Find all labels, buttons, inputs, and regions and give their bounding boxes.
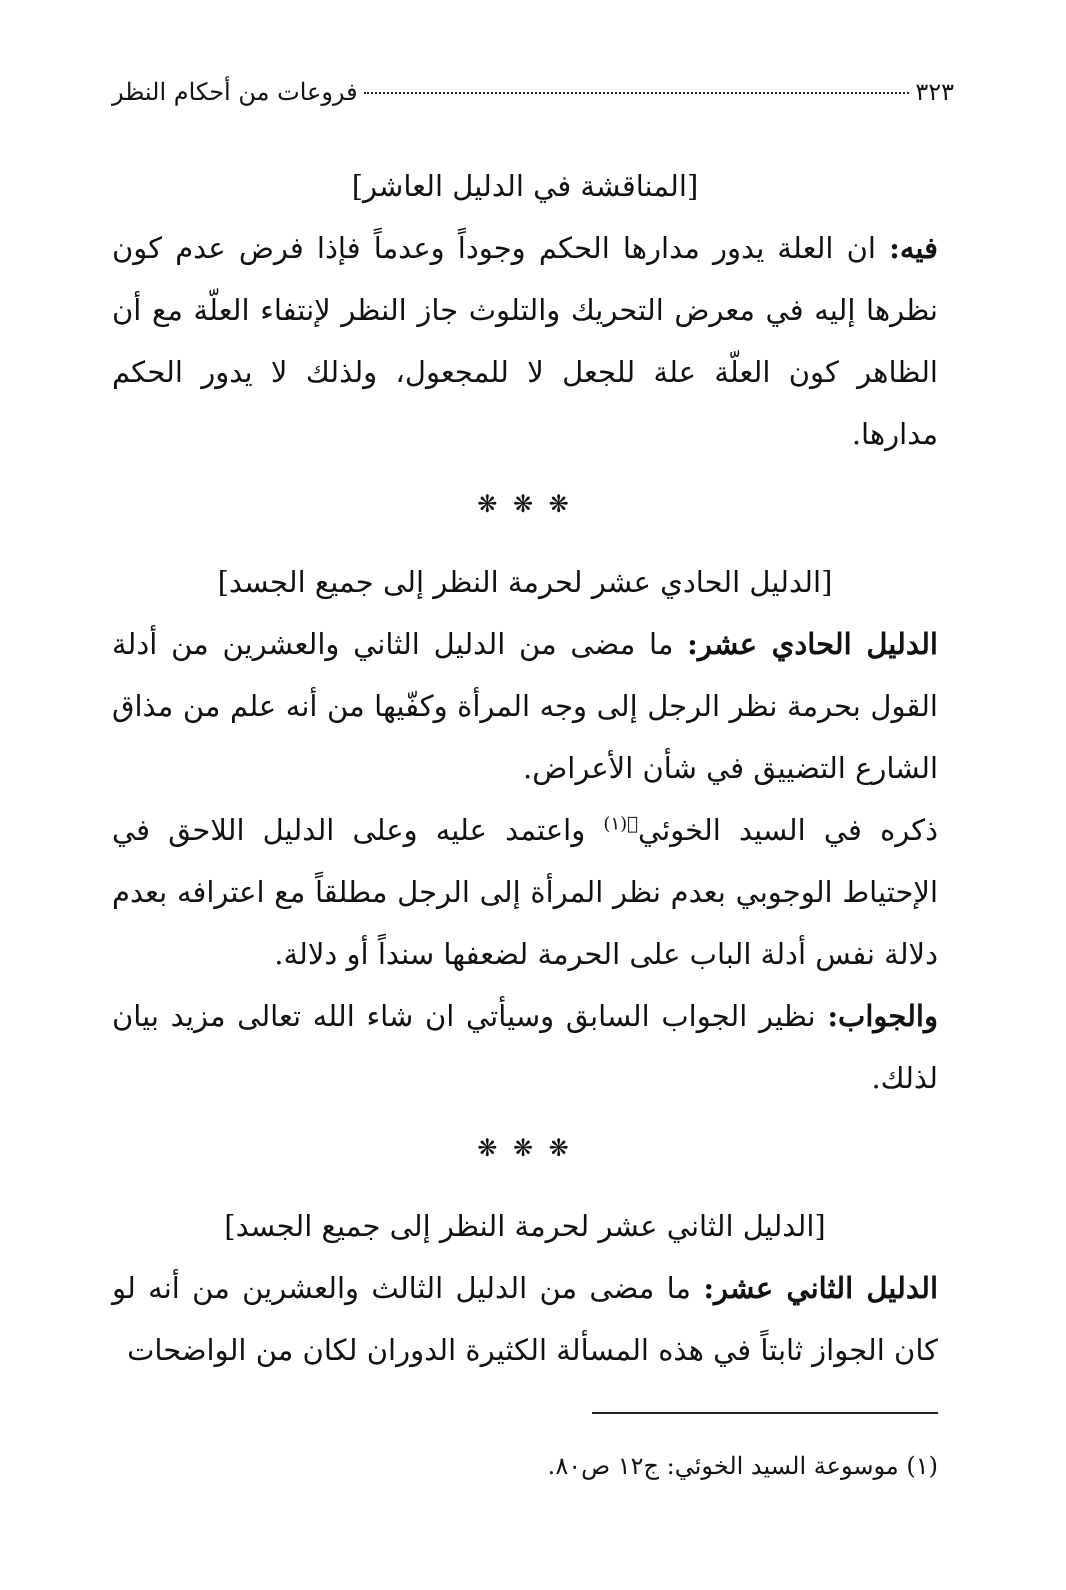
paragraph-khoei (112, 799, 938, 985)
running-head (112, 78, 954, 106)
honorific-glyph: ﷬ (627, 813, 638, 835)
running-title: فروعات من أحكام النظر (112, 78, 358, 106)
paragraph-discussion (112, 217, 938, 465)
paragraph-answer (112, 985, 938, 1109)
paragraph-lead: فيه: (889, 231, 938, 265)
paragraph-text: واعتمد عليه وعلى الدليل اللاحق في الإحتياط الوجوبي بعدم نظر المرأة إلى الرجل مطلقاً مع اعترافه بعدم دلالة نفس أدلة الباب على الحرمة لضعفها سنداً أو دلالة. (112, 813, 938, 971)
page-number: ٣٢٣ (915, 78, 954, 106)
section-heading-discussion-tenth: [المناقشة في الدليل العاشر] (351, 169, 699, 203)
paragraph-twelfth (112, 1257, 938, 1381)
footnote-divider (592, 1412, 938, 1414)
section-heading-eleventh: [الدليل الحادي عشر لحرمة النظر إلى جميع الجسد] (217, 565, 833, 599)
page-body (112, 155, 938, 1381)
leader-dots (364, 92, 910, 94)
section-separator: ❋ ❋ ❋ (477, 490, 573, 518)
footnote: (١) موسوعة السيد الخوئي: ج١٢ ص٨٠. (547, 1452, 938, 1480)
paragraph-text: ذكره في السيد الخوئي (637, 813, 938, 847)
paragraph-lead: الدليل الثاني عشر: (703, 1271, 939, 1305)
paragraph-text: ما مضى من الدليل الثاني والعشرين من أدلة القول بحرمة نظر الرجل إلى وجه المرأة وكفّيها من أنه علم من مذاق الشارع التضييق في شأن الأعراض. (112, 627, 938, 785)
section-separator: ❋ ❋ ❋ (477, 1134, 573, 1162)
paragraph-text: ان العلة يدور مدارها الحكم وجوداً وعدماً فإذا فرض عدم كون نظرها إليه في معرض التحريك والتلوث جاز النظر لإنتفاء العلّة مع أن الظاهر كون العلّة علة للجعل لا للمجعول، ولذلك لا يدور الحكم مدارها. (112, 231, 938, 451)
section-heading-twelfth: [الدليل الثاني عشر لحرمة النظر إلى جميع الجسد] (224, 1209, 826, 1243)
paragraph-text: نظير الجواب السابق وسيأتي ان شاء الله تعالى مزيد بيان لذلك. (112, 999, 938, 1095)
paragraph-lead: والجواب: (827, 999, 938, 1033)
footnote-ref: (١) (603, 813, 628, 835)
paragraph-text: ما مضى من الدليل الثالث والعشرين من أنه لو كان الجواز ثابتاً في هذه المسألة الكثيرة الدوران لكان من الواضحات (112, 1271, 938, 1367)
paragraph-eleventh (112, 613, 938, 799)
paragraph-lead: الدليل الحادي عشر: (687, 627, 938, 661)
